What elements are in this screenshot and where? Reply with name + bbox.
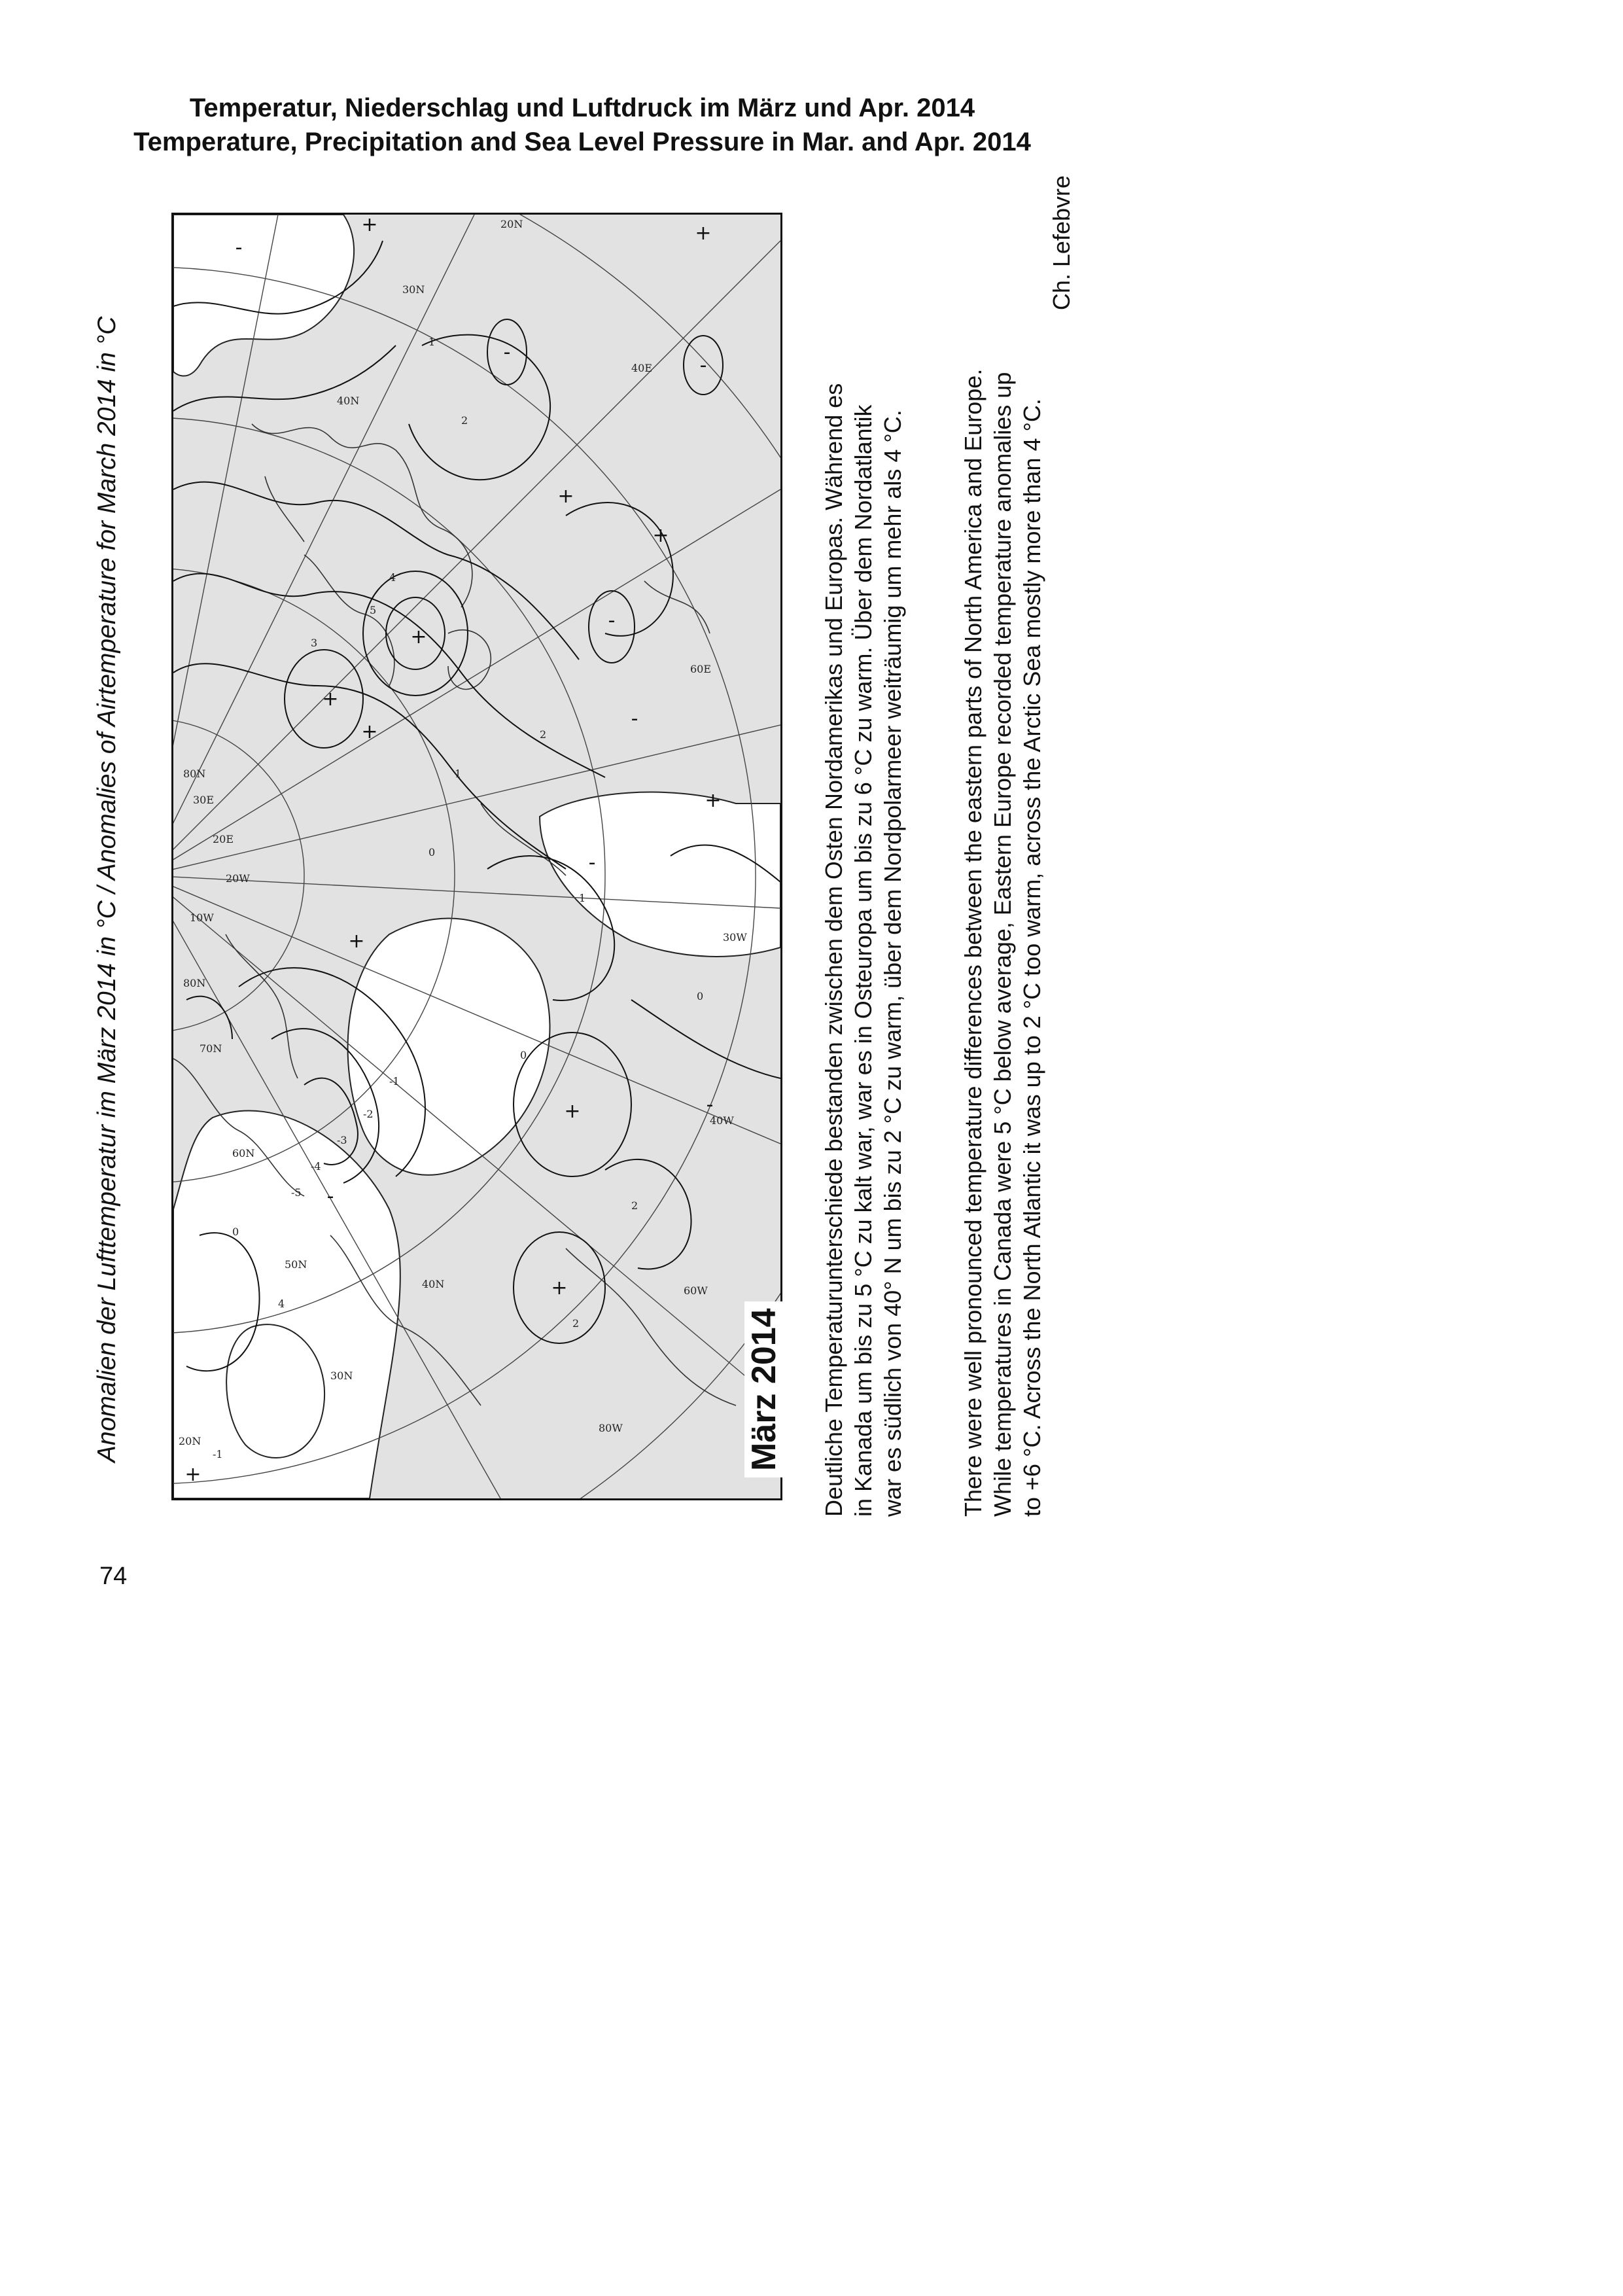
grid-label: 10W: [190, 911, 214, 924]
grid-label: 30W: [723, 931, 747, 944]
anomaly-sign: +: [652, 524, 669, 547]
anomaly-sign: +: [184, 1463, 201, 1486]
grid-label: 30N: [402, 283, 425, 296]
grid-label: 30E: [193, 794, 215, 806]
contour-label: 2: [572, 1317, 580, 1330]
contour-label: 0: [520, 1049, 527, 1061]
contour-label: 0: [232, 1226, 239, 1238]
temperature-anomaly-map: [171, 213, 782, 1500]
contour-label: 0: [697, 990, 704, 1002]
page-number: 74: [99, 1563, 128, 1590]
grid-label: 40E: [631, 362, 653, 374]
grid-label: 20E: [213, 833, 234, 845]
anomaly-sign: -: [608, 609, 616, 632]
anomaly-sign: +: [695, 222, 712, 245]
grid-label: 80N: [183, 768, 206, 780]
contour-label: 3: [311, 637, 318, 649]
anomaly-sign: -: [235, 236, 243, 259]
contour-label: 2: [461, 414, 468, 427]
grid-label: 60E: [690, 663, 712, 675]
page-title-german: Temperatur, Niederschlag und Luftdruck im März und Apr. 2014: [189, 94, 975, 122]
grid-label: 30N: [330, 1369, 353, 1382]
description-german: [819, 175, 907, 1517]
contour-label: -1: [213, 1448, 223, 1460]
anomaly-sign: +: [551, 1277, 568, 1299]
contour-label: 5: [370, 604, 377, 616]
anomaly-sign: +: [557, 485, 574, 508]
grid-label: 40N: [337, 395, 360, 407]
contour-label: 1: [455, 768, 462, 780]
description-line: There were well pronounced temperature differences between the eastern parts of North America and Europe.: [960, 368, 986, 1517]
grid-label: 20N: [179, 1435, 201, 1447]
anomaly-sign: -: [706, 1093, 714, 1116]
grid-label: 80W: [599, 1422, 623, 1434]
anomaly-sign: +: [348, 930, 365, 953]
contour-label: 1: [579, 892, 586, 904]
contour-label: 2: [631, 1199, 638, 1212]
contour-label: 2: [540, 728, 547, 741]
contour-label: 0: [428, 846, 436, 858]
contour-label: -5: [291, 1186, 302, 1199]
contour-label: 4: [389, 571, 396, 584]
grid-label: 20N: [500, 218, 523, 230]
map-month-label: März 2014: [744, 1301, 784, 1477]
grid-label: 80N: [183, 977, 206, 989]
anomaly-sign: -: [631, 707, 638, 730]
description-line: war es südlich von 40° N um bis zu 2 °C zu warm, über dem Nordpolarmeer weiträumig um mehr als 4 °C.: [879, 410, 906, 1517]
anomaly-sign: +: [322, 688, 339, 711]
contour-label: -4: [311, 1160, 321, 1173]
contour-label: -1: [389, 1075, 400, 1087]
contour-label: -2: [363, 1108, 374, 1120]
anomaly-sign: +: [564, 1100, 581, 1123]
description-line: Deutliche Temperaturunterschiede bestanden zwischen dem Osten Nordamerikas und Europas. Während es: [820, 383, 847, 1517]
description-english: [958, 175, 1076, 1517]
contour-label: 1: [428, 336, 436, 348]
grid-label: 60N: [232, 1147, 255, 1159]
anomaly-sign: -: [326, 1185, 334, 1208]
contour-label: -3: [337, 1134, 347, 1146]
grid-label: 50N: [285, 1258, 307, 1271]
grid-label: 20W: [226, 872, 250, 885]
grid-label: 40W: [710, 1114, 734, 1127]
anomaly-sign: -: [699, 354, 707, 377]
anomaly-sign: +: [361, 720, 378, 743]
description-line: While temperatures in Canada were 5 °C below average, Eastern Europe recorded temperature anomalies up: [989, 372, 1016, 1517]
grid-label: 40N: [422, 1278, 445, 1290]
anomaly-sign: +: [410, 626, 427, 648]
anomaly-sign: +: [705, 789, 722, 812]
description-line: in Kanada um bis zu 5 °C zu kalt war, war es in Osteuropa um bis zu 6 °C zu warm. Über dem Nordatlantik: [850, 404, 877, 1517]
contour-label: 4: [278, 1298, 285, 1310]
anomaly-sign: -: [503, 341, 511, 364]
grid-label: 60W: [684, 1284, 708, 1297]
map-caption: Anomalien der Lufttemperatur im März 2014 in °C / Anomalies of Airtemperature for March 2014 in °C: [93, 316, 121, 1462]
page-title-english: Temperature, Precipitation and Sea Level Pressure in Mar. and Apr. 2014: [133, 128, 1031, 156]
grid-label: 70N: [200, 1042, 222, 1055]
anomaly-sign: +: [361, 215, 378, 236]
description-line: to +6 °C. Across the North Atlantic it was up to 2 °C too warm, across the Arctic Sea mostly more than 4 °C.: [1019, 398, 1045, 1517]
map-svg: [173, 215, 780, 1498]
author: Ch. Lefebvre: [1048, 175, 1075, 311]
anomaly-sign: -: [588, 851, 596, 874]
map-region-white-north: [173, 215, 354, 376]
